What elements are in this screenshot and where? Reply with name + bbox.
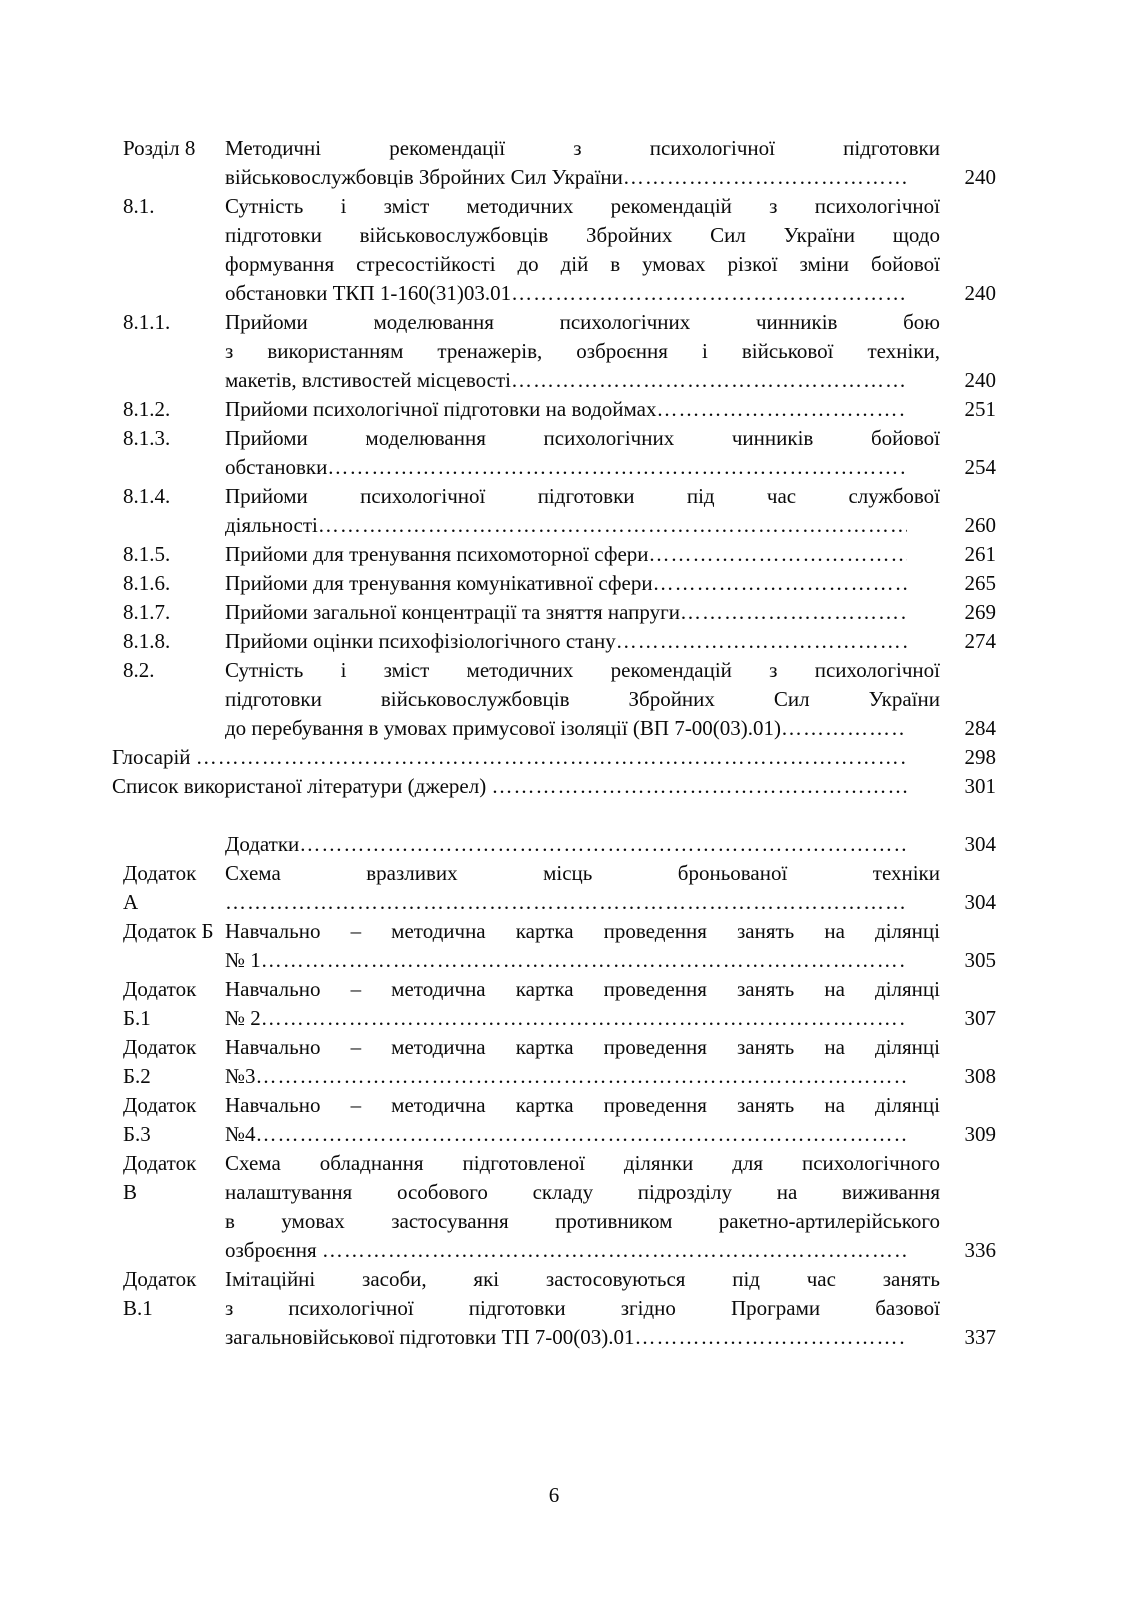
toc-entry-lines <box>225 569 940 598</box>
toc-line-text: Прийоми загальної концентрації та зняття напруги <box>225 600 680 624</box>
toc-line-text: № 2 <box>225 1006 261 1030</box>
toc-entry-page-number: 261 <box>964 542 996 566</box>
toc-line: підготовки військовослужбовців Збройних Сил України <box>225 687 940 711</box>
dot-leader <box>261 946 907 975</box>
toc-line: Схема обладнання підготовленої ділянки для психологічного <box>225 1151 940 1175</box>
toc-line <box>225 888 940 917</box>
toc-row <box>112 1033 996 1091</box>
toc-line <box>225 627 940 656</box>
toc-entry-lines <box>225 830 940 859</box>
toc-entry-lines <box>225 482 940 540</box>
toc-entry-page-number: 265 <box>964 571 996 595</box>
dot-leader <box>256 1120 907 1149</box>
toc-entry-page-number: 240 <box>964 165 996 189</box>
toc-line-text: військовослужбовців Збройних Сил України <box>225 165 623 189</box>
toc-entry-page-number: 240 <box>964 368 996 392</box>
toc-line: з психологічної підготовки згідно Програми базової <box>225 1296 940 1320</box>
toc-line-text: до перебування в умовах примусової ізоляції (ВП 7-00(03).01) <box>225 716 782 740</box>
toc-line: Схема вразливих місць броньованої техніки <box>225 861 940 885</box>
toc-row <box>112 656 996 743</box>
dot-leader <box>318 511 907 540</box>
toc-entry-label: 8.1.6. <box>123 571 171 595</box>
toc-entry-label: Додаток Б <box>123 919 214 943</box>
dot-leader <box>680 598 907 627</box>
toc-entry-label: Додаток Б.2 <box>123 1035 197 1088</box>
toc-line: Навчально – методична картка проведення занять на ділянці <box>225 977 940 1001</box>
dot-leader <box>657 395 908 424</box>
toc-row <box>112 134 996 192</box>
toc-line-text: Прийоми для тренування психомоторної сфери <box>225 542 649 566</box>
toc-entry-lines <box>225 627 940 656</box>
toc-row <box>112 975 996 1033</box>
toc-line <box>112 772 940 801</box>
toc-entry-page-number: 251 <box>964 397 996 421</box>
toc-line-text: Додатки <box>225 832 300 856</box>
toc-entry-lines <box>225 1149 940 1265</box>
toc-row <box>112 627 996 656</box>
page-footer <box>112 1481 996 1510</box>
toc-row <box>112 859 996 917</box>
dot-leader <box>511 366 907 395</box>
toc-entry-lines <box>225 598 940 627</box>
toc-entry-label: Додаток А <box>123 861 197 914</box>
toc-entry-lines <box>225 1033 940 1091</box>
toc-row <box>112 598 996 627</box>
toc-entry-lines <box>225 1091 940 1149</box>
toc-entry-label: Додаток В.1 <box>123 1267 197 1320</box>
toc-line-text: обстановки ТКП 1-160(31)03.01 <box>225 281 512 305</box>
toc-line: Прийоми моделювання психологічних чинників бою <box>225 310 940 334</box>
toc-line <box>225 1236 940 1265</box>
toc-line <box>225 1120 940 1149</box>
toc-entry-label: 8.1.1. <box>123 310 171 334</box>
toc-row <box>112 540 996 569</box>
toc-entry-lines <box>225 192 940 308</box>
toc-row <box>112 308 996 395</box>
toc-entry-page-number: 309 <box>964 1122 996 1146</box>
toc-entry-page-number: 301 <box>964 774 996 798</box>
toc-entry-page-number: 269 <box>964 600 996 624</box>
toc-line: Навчально – методична картка проведення занять на ділянці <box>225 1093 940 1117</box>
toc-line-text: обстановки <box>225 455 328 479</box>
toc-line <box>225 540 940 569</box>
toc-entry-label: 8.1.7. <box>123 600 171 624</box>
toc-line: Методичні рекомендації з психологічної підготовки <box>225 136 940 160</box>
dot-leader <box>634 1323 907 1352</box>
toc-entry-page-number: 307 <box>964 1006 996 1030</box>
toc-line-text: №4 <box>225 1122 256 1146</box>
toc-entry-label: 8.2. <box>123 658 155 682</box>
toc-line <box>225 598 940 627</box>
toc-entry-lines <box>225 1265 940 1352</box>
dot-leader <box>256 1062 907 1091</box>
toc-line: Сутність і зміст методичних рекомендацій з психологічної <box>225 658 940 682</box>
toc-row <box>112 1091 996 1149</box>
toc-entry-page-number: 260 <box>964 513 996 537</box>
toc-entry-label: 8.1.3. <box>123 426 171 450</box>
toc-line-text: Глосарій <box>112 745 196 769</box>
toc-line: в умовах застосування противником ракетно-артилерійського <box>225 1209 940 1233</box>
toc-line <box>225 395 940 424</box>
toc-line <box>112 743 940 772</box>
toc-entry-lines <box>225 308 940 395</box>
toc-line: Прийоми психологічної підготовки під час службової <box>225 484 940 508</box>
toc-line: з використанням тренажерів, озброєння і військової техніки, <box>225 339 940 363</box>
dot-leader <box>225 888 907 917</box>
toc-spacer <box>112 801 996 830</box>
toc-entry-label: 8.1.2. <box>123 397 171 421</box>
toc-row <box>112 772 996 801</box>
toc-row <box>112 424 996 482</box>
toc-entry-lines <box>225 424 940 482</box>
toc-line-text: Прийоми психологічної підготовки на водоймах <box>225 397 657 421</box>
dot-leader <box>491 772 907 801</box>
toc-entry-page-number: 240 <box>964 281 996 305</box>
toc-row <box>112 192 996 308</box>
toc-entry-lines <box>225 540 940 569</box>
toc-entry-label: 8.1.8. <box>123 629 171 653</box>
toc-line: підготовки військовослужбовців Збройних Сил України щодо <box>225 223 940 247</box>
toc-line-text: озброєння <box>225 1238 322 1262</box>
toc-entry-page-number: 305 <box>964 948 996 972</box>
toc-row <box>112 830 996 859</box>
toc-entry-lines <box>225 134 940 192</box>
toc-entry-label: Додаток Б.1 <box>123 977 197 1030</box>
toc-line <box>225 453 940 482</box>
toc-line: Імітаційні засоби, які застосовуються під час занять <box>225 1267 940 1291</box>
dot-leader <box>649 540 907 569</box>
toc-entry-label <box>112 830 215 859</box>
toc-row <box>112 569 996 598</box>
dot-leader <box>196 743 907 772</box>
toc-entry-label: 8.1. <box>123 194 155 218</box>
toc-line <box>225 279 940 308</box>
dot-leader <box>299 830 907 859</box>
toc-entry-page-number: 274 <box>964 629 996 653</box>
toc-line <box>225 1004 940 1033</box>
toc-entry-lines <box>225 395 940 424</box>
toc-line <box>225 569 940 598</box>
toc-entry-page-number: 336 <box>964 1238 996 1262</box>
toc-line: Навчально – методична картка проведення занять на ділянці <box>225 919 940 943</box>
dot-leader <box>511 279 907 308</box>
toc-entry-label: Додаток В <box>123 1151 197 1204</box>
toc-line-text: загальновійськової підготовки ТП 7-00(03).01 <box>225 1325 635 1349</box>
toc-line <box>225 163 940 192</box>
toc-entry-label: 8.1.5. <box>123 542 171 566</box>
toc-entry-label: Розділ 8 <box>123 136 196 160</box>
toc-entry-lines <box>112 772 940 801</box>
dot-leader <box>623 163 907 192</box>
toc-line: Навчально – методична картка проведення занять на ділянці <box>225 1035 940 1059</box>
toc-row <box>112 1149 996 1265</box>
toc-line: Прийоми моделювання психологічних чинників бойової <box>225 426 940 450</box>
toc-line-text: № 1 <box>225 948 261 972</box>
toc-line-text: Прийоми для тренування комунікативної сфери <box>225 571 653 595</box>
toc-line <box>225 1323 940 1352</box>
footer-page-number: 6 <box>548 1483 560 1507</box>
toc-entry-page-number: 304 <box>964 890 996 914</box>
toc-line-text: макетів, влстивостей місцевості <box>225 368 511 392</box>
toc-row <box>112 743 996 772</box>
toc-entry-page-number: 284 <box>964 716 996 740</box>
toc-entry-page-number: 298 <box>964 745 996 769</box>
toc-line <box>225 366 940 395</box>
toc-line <box>225 714 940 743</box>
toc-entry-lines <box>225 975 940 1033</box>
toc-line-text: Прийоми оцінки психофізіологічного стану <box>225 629 616 653</box>
dot-leader <box>616 627 907 656</box>
toc-entry-page-number: 337 <box>964 1325 996 1349</box>
toc-line: Сутність і зміст методичних рекомендацій з психологічної <box>225 194 940 218</box>
toc-entry-page-number: 304 <box>964 832 996 856</box>
toc-entry-label: Додаток Б.3 <box>123 1093 197 1146</box>
toc-row <box>112 1265 996 1352</box>
dot-leader <box>322 1236 907 1265</box>
toc-line: налаштування особового складу підрозділу на виживання <box>225 1180 940 1204</box>
toc-line <box>225 946 940 975</box>
toc-line <box>225 1062 940 1091</box>
toc-row <box>112 395 996 424</box>
toc-entry-page-number: 308 <box>964 1064 996 1088</box>
toc-line <box>225 830 940 859</box>
toc-row <box>112 917 996 975</box>
toc-entry-page-number: 254 <box>964 455 996 479</box>
toc-row <box>112 482 996 540</box>
toc-entry-label: 8.1.4. <box>123 484 171 508</box>
toc-line <box>225 511 940 540</box>
dot-leader <box>261 1004 907 1033</box>
toc-entry-lines <box>225 656 940 743</box>
toc-list <box>112 134 996 1352</box>
toc-line-text: Список використаної літератури (джерел) <box>112 774 492 798</box>
dot-leader <box>653 569 907 598</box>
toc-line: формування стресостійкості до дій в умовах різкої зміни бойової <box>225 252 940 276</box>
toc-entry-lines <box>112 743 940 772</box>
dot-leader <box>327 453 907 482</box>
toc-entry-lines <box>225 917 940 975</box>
toc-line-text: діяльності <box>225 513 318 537</box>
toc-entry-lines <box>225 859 940 917</box>
dot-leader <box>781 714 907 743</box>
toc-line-text: №3 <box>225 1064 256 1088</box>
